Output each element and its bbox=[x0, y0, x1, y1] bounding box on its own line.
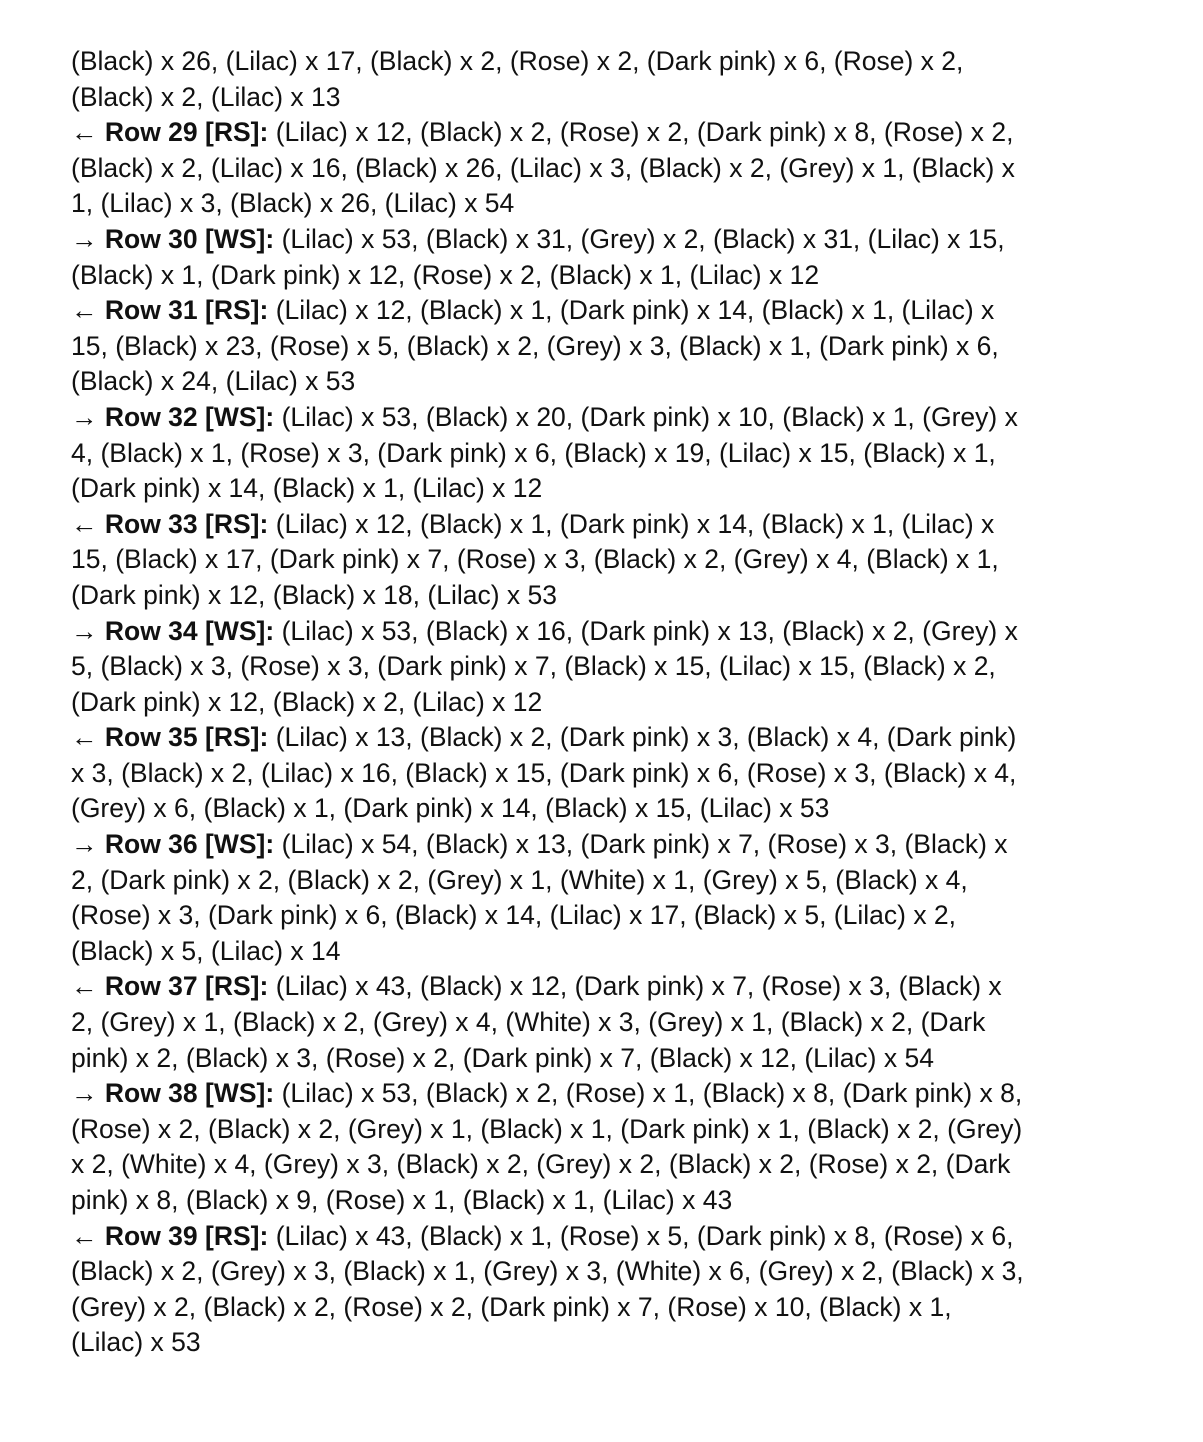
continuation-line bbox=[71, 471, 1136, 507]
arrow-right-icon: → bbox=[71, 1078, 98, 1109]
continuation-line bbox=[71, 1183, 1136, 1219]
color-sequence-text: x 3, (Black) x 2, (Lilac) x 16, (Black) x 15, (Dark pink) x 6, (Rose) x 3, (Black) x 4, bbox=[71, 757, 1017, 788]
color-sequence-text: (Lilac) x 54, (Black) x 13, (Dark pink) x 7, (Rose) x 3, (Black) x bbox=[281, 829, 1008, 860]
continuation-line bbox=[71, 1005, 1136, 1041]
color-sequence-text: (Lilac) x 12, (Black) x 1, (Dark pink) x 14, (Black) x 1, (Lilac) x bbox=[275, 295, 995, 326]
row-instruction-line bbox=[71, 720, 1136, 756]
continuation-line bbox=[71, 1325, 1136, 1361]
color-sequence-text: (Rose) x 3, (Dark pink) x 6, (Black) x 14, (Lilac) x 17, (Black) x 5, (Lilac) x 2, bbox=[71, 900, 957, 931]
continuation-line bbox=[71, 578, 1136, 614]
color-sequence-text: (Lilac) x 12, (Black) x 2, (Rose) x 2, (Dark pink) x 8, (Rose) x 2, bbox=[275, 117, 1014, 148]
row-label: Row 30 [WS]: bbox=[104, 223, 275, 254]
color-sequence-text: (Black) x 24, (Lilac) x 53 bbox=[71, 366, 356, 397]
color-sequence-text: 2, (Dark pink) x 2, (Black) x 2, (Grey) x 1, (White) x 1, (Grey) x 5, (Black) x 4, bbox=[71, 864, 968, 895]
continuation-line bbox=[71, 186, 1136, 222]
arrow-left-icon: ← bbox=[71, 1220, 98, 1251]
continuation-line bbox=[71, 685, 1136, 721]
continuation-line bbox=[71, 1254, 1136, 1290]
color-sequence-text: (Lilac) x 53, (Black) x 2, (Rose) x 1, (Black) x 8, (Dark pink) x 8, bbox=[281, 1078, 1023, 1109]
arrow-right-icon: → bbox=[71, 223, 98, 254]
continuation-line bbox=[71, 791, 1136, 827]
arrow-right-icon: → bbox=[71, 615, 98, 646]
color-sequence-text: (Grey) x 2, (Black) x 2, (Rose) x 2, (Dark pink) x 7, (Rose) x 10, (Black) x 1, bbox=[71, 1291, 952, 1322]
continuation-line bbox=[71, 364, 1136, 400]
color-sequence-text: (Lilac) x 12, (Black) x 1, (Dark pink) x 14, (Black) x 1, (Lilac) x bbox=[275, 508, 995, 539]
color-sequence-text: 15, (Black) x 23, (Rose) x 5, (Black) x 2, (Grey) x 3, (Black) x 1, (Dark pink) x 6, bbox=[71, 330, 999, 361]
arrow-left-icon: ← bbox=[71, 295, 98, 326]
color-sequence-text: (Black) x 2, (Lilac) x 13 bbox=[71, 81, 341, 112]
row-instruction-line bbox=[71, 507, 1136, 543]
color-sequence-text: (Black) x 2, (Grey) x 3, (Black) x 1, (Grey) x 3, (White) x 6, (Grey) x 2, (Black) x 3, bbox=[71, 1256, 1024, 1287]
row-label: Row 34 [WS]: bbox=[104, 615, 275, 646]
color-sequence-text: (Dark pink) x 12, (Black) x 18, (Lilac) x 53 bbox=[71, 579, 557, 610]
row-label: Row 36 [WS]: bbox=[104, 829, 275, 860]
color-sequence-text: (Black) x 2, (Lilac) x 16, (Black) x 26, (Lilac) x 3, (Black) x 2, (Grey) x 1, (Black) x bbox=[71, 152, 1015, 183]
continuation-line bbox=[71, 151, 1136, 187]
color-sequence-text: 1, (Lilac) x 3, (Black) x 26, (Lilac) x 54 bbox=[71, 188, 515, 219]
row-instruction-line bbox=[71, 827, 1136, 863]
color-sequence-text: (Lilac) x 13, (Black) x 2, (Dark pink) x 3, (Black) x 4, (Dark pink) bbox=[275, 722, 1017, 753]
continuation-line bbox=[71, 934, 1136, 970]
continuation-line bbox=[71, 756, 1136, 792]
arrow-right-icon: → bbox=[71, 829, 98, 860]
arrow-left-icon: ← bbox=[71, 971, 98, 1002]
row-label: Row 29 [RS]: bbox=[104, 117, 269, 148]
row-instruction-line bbox=[71, 222, 1136, 258]
row-instruction-line bbox=[71, 969, 1136, 1005]
color-sequence-text: x 2, (White) x 4, (Grey) x 3, (Black) x 2, (Grey) x 2, (Black) x 2, (Rose) x 2, (Dark bbox=[71, 1149, 1011, 1180]
continuation-line bbox=[71, 258, 1136, 294]
continuation-line bbox=[71, 1147, 1136, 1183]
continuation-line bbox=[71, 1112, 1136, 1148]
pattern-instructions bbox=[71, 44, 1136, 1361]
color-sequence-text: (Black) x 5, (Lilac) x 14 bbox=[71, 935, 341, 966]
continuation-line bbox=[71, 436, 1136, 472]
color-sequence-text: 2, (Grey) x 1, (Black) x 2, (Grey) x 4, (White) x 3, (Grey) x 1, (Black) x 2, (Dark bbox=[71, 1007, 986, 1038]
color-sequence-text: pink) x 2, (Black) x 3, (Rose) x 2, (Dark pink) x 7, (Black) x 12, (Lilac) x 54 bbox=[71, 1042, 934, 1073]
color-sequence-text: (Dark pink) x 12, (Black) x 2, (Lilac) x 12 bbox=[71, 686, 543, 717]
color-sequence-text: (Grey) x 6, (Black) x 1, (Dark pink) x 14, (Black) x 15, (Lilac) x 53 bbox=[71, 793, 830, 824]
continuation-line bbox=[71, 898, 1136, 934]
arrow-left-icon: ← bbox=[71, 508, 98, 539]
continuation-line bbox=[71, 44, 1136, 80]
row-label: Row 32 [WS]: bbox=[104, 401, 275, 432]
color-sequence-text: (Black) x 1, (Dark pink) x 12, (Rose) x 2, (Black) x 1, (Lilac) x 12 bbox=[71, 259, 820, 290]
continuation-line bbox=[71, 329, 1136, 365]
continuation-line bbox=[71, 863, 1136, 899]
continuation-line bbox=[71, 80, 1136, 116]
row-instruction-line bbox=[71, 293, 1136, 329]
arrow-right-icon: → bbox=[71, 401, 98, 432]
row-label: Row 38 [WS]: bbox=[104, 1078, 275, 1109]
color-sequence-text: (Lilac) x 43, (Black) x 1, (Rose) x 5, (Dark pink) x 8, (Rose) x 6, bbox=[275, 1220, 1014, 1251]
continuation-line bbox=[71, 649, 1136, 685]
row-instruction-line bbox=[71, 1076, 1136, 1112]
row-label: Row 39 [RS]: bbox=[104, 1220, 269, 1251]
color-sequence-text: (Black) x 26, (Lilac) x 17, (Black) x 2, (Rose) x 2, (Dark pink) x 6, (Rose) x 2, bbox=[71, 46, 964, 76]
color-sequence-text: (Lilac) x 53, (Black) x 16, (Dark pink) x 13, (Black) x 2, (Grey) x bbox=[281, 615, 1018, 646]
color-sequence-text: (Rose) x 2, (Black) x 2, (Grey) x 1, (Black) x 1, (Dark pink) x 1, (Black) x 2, (Grey) bbox=[71, 1113, 1023, 1144]
color-sequence-text: (Lilac) x 53 bbox=[71, 1327, 201, 1358]
arrow-left-icon: ← bbox=[71, 117, 98, 148]
row-label: Row 31 [RS]: bbox=[104, 295, 269, 326]
arrow-left-icon: ← bbox=[71, 722, 98, 753]
color-sequence-text: 15, (Black) x 17, (Dark pink) x 7, (Rose) x 3, (Black) x 2, (Grey) x 4, (Black) x 1, bbox=[71, 544, 999, 575]
color-sequence-text: 5, (Black) x 3, (Rose) x 3, (Dark pink) x 7, (Black) x 15, (Lilac) x 15, (Black) x 2, bbox=[71, 651, 996, 682]
continuation-line bbox=[71, 1041, 1136, 1077]
continuation-line bbox=[71, 1290, 1136, 1326]
color-sequence-text: pink) x 8, (Black) x 9, (Rose) x 1, (Black) x 1, (Lilac) x 43 bbox=[71, 1185, 733, 1215]
color-sequence-text: (Lilac) x 53, (Black) x 20, (Dark pink) x 10, (Black) x 1, (Grey) x bbox=[281, 401, 1018, 432]
row-label: Row 33 [RS]: bbox=[104, 508, 269, 539]
row-instruction-line bbox=[71, 614, 1136, 650]
color-sequence-text: 4, (Black) x 1, (Rose) x 3, (Dark pink) x 6, (Black) x 19, (Lilac) x 15, (Black) x 1, bbox=[71, 437, 996, 468]
row-label: Row 37 [RS]: bbox=[104, 971, 269, 1002]
row-label: Row 35 [RS]: bbox=[104, 722, 269, 753]
color-sequence-text: (Lilac) x 53, (Black) x 31, (Grey) x 2, (Black) x 31, (Lilac) x 15, bbox=[281, 223, 1005, 254]
color-sequence-text: (Dark pink) x 14, (Black) x 1, (Lilac) x 12 bbox=[71, 473, 543, 504]
row-instruction-line bbox=[71, 400, 1136, 436]
continuation-line bbox=[71, 542, 1136, 578]
color-sequence-text: (Lilac) x 43, (Black) x 12, (Dark pink) x 7, (Rose) x 3, (Black) x bbox=[275, 971, 1002, 1002]
row-instruction-line bbox=[71, 1219, 1136, 1255]
row-instruction-line bbox=[71, 115, 1136, 151]
